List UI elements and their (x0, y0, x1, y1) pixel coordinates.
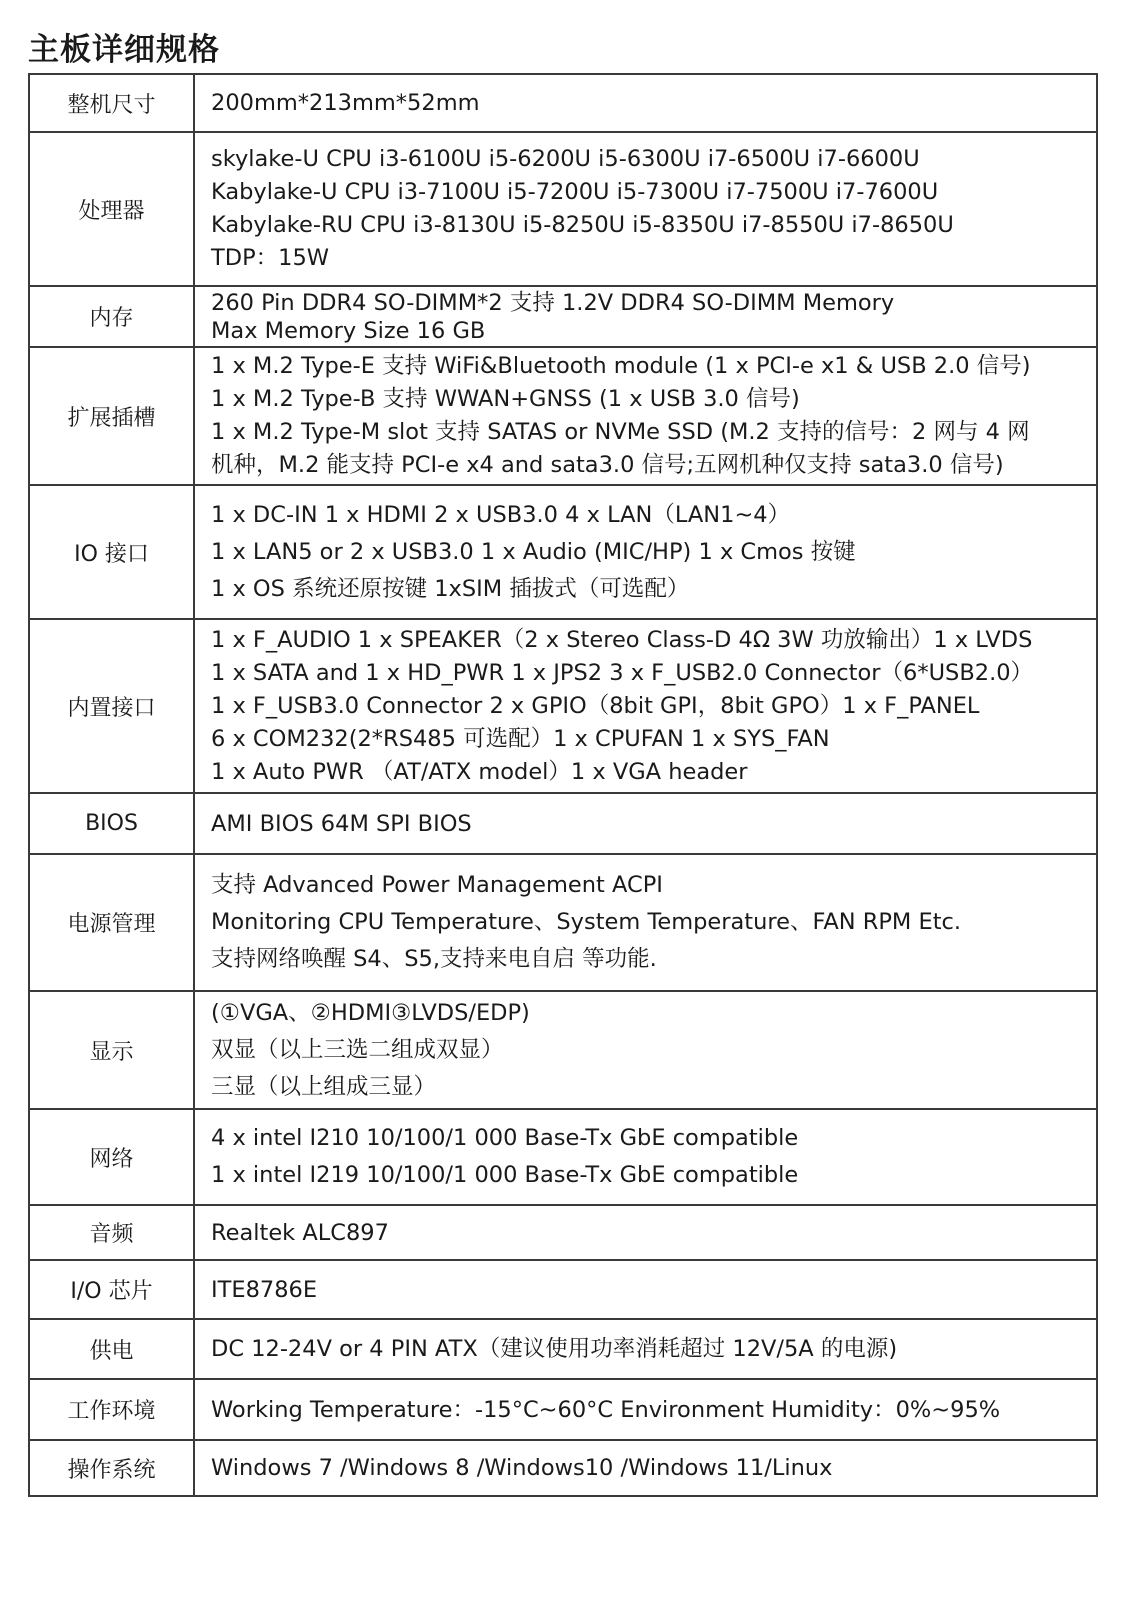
spec-value-line: Monitoring CPU Temperature、System Temperature、FAN RPM Etc. (211, 909, 962, 935)
spec-row-io-ports (29, 485, 1097, 619)
spec-value (194, 1109, 1097, 1205)
spec-value-line: 支持网络唤醒 S4、S5,支持来电自启 等功能. (211, 946, 657, 972)
spec-value-line: TDP：15W (211, 245, 330, 271)
spec-row-operating-system (29, 1440, 1097, 1496)
spec-label: I/O 芯片 (29, 1260, 194, 1319)
spec-value-line: 1 x SATA and 1 x HD_PWR 1 x JPS2 3 x F_USB2.0 Connector（6*USB2.0） (211, 659, 1034, 686)
spec-value (194, 991, 1097, 1109)
spec-value-line: 1 x LAN5 or 2 x USB3.0 1 x Audio (MIC/HP) 1 x Cmos 按键 (211, 538, 856, 565)
spec-value-line: 双显（以上三选二组成双显） (211, 1036, 504, 1063)
spec-label: 整机尺寸 (29, 74, 194, 132)
spec-label: 处理器 (29, 132, 194, 286)
spec-value-line: Realtek ALC897 (211, 1219, 389, 1246)
spec-value-line: 1 x Auto PWR （AT/ATX model）1 x VGA header (211, 758, 748, 785)
spec-value-line: 1 x M.2 Type-E 支持 WiFi&Bluetooth module (1 x PCI-e x1 & USB 2.0 信号) (211, 353, 1031, 379)
spec-value-line: 机种，M.2 能支持 PCI-e x4 and sata3.0 信号;五网机种仅支持 sata3.0 信号) (211, 452, 1004, 478)
spec-label: 扩展插槽 (29, 347, 194, 485)
spec-value-line: Kabylake-U CPU i3-7100U i5-7200U i5-7300U i7-7500U i7-7600U (211, 179, 939, 205)
spec-value-line: Kabylake-RU CPU i3-8130U i5-8250U i5-8350U i7-8550U i7-8650U (211, 212, 954, 238)
spec-row-audio (29, 1205, 1097, 1260)
spec-value-line: 1 x intel I219 10/100/1 000 Base-Tx GbE compatible (211, 1162, 799, 1188)
spec-row-working-environment (29, 1379, 1097, 1440)
spec-label: 内存 (29, 286, 194, 347)
spec-value-line: 200mm*213mm*52mm (211, 90, 480, 116)
spec-label: 音频 (29, 1205, 194, 1260)
spec-value (194, 619, 1097, 793)
spec-row-power-management (29, 854, 1097, 991)
spec-row-processor (29, 132, 1097, 286)
spec-value-line: 1 x OS 系统还原按键 1xSIM 插拔式（可选配） (211, 575, 690, 602)
spec-label: 工作环境 (29, 1379, 194, 1440)
spec-value-line: 支持 Advanced Power Management ACPI (211, 872, 663, 898)
spec-table (28, 73, 1098, 1497)
spec-value (194, 1260, 1097, 1319)
spec-value-line: 1 x M.2 Type-M slot 支持 SATAS or NVMe SSD (M.2 支持的信号：2 网与 4 网 (211, 419, 1030, 445)
spec-value-line: 1 x F_AUDIO 1 x SPEAKER（2 x Stereo Class-D 4Ω 3W 功放输出）1 x LVDS (211, 626, 1033, 653)
spec-row-memory (29, 286, 1097, 347)
spec-row-expansion-slots (29, 347, 1097, 485)
spec-value-line: (①VGA、②HDMI③LVDS/EDP) (211, 999, 530, 1026)
spec-row-io-chip (29, 1260, 1097, 1319)
spec-value-line: 1 x F_USB3.0 Connector 2 x GPIO（8bit GPI，8bit GPO）1 x F_PANEL (211, 692, 980, 719)
spec-value-line: DC 12-24V or 4 PIN ATX（建议使用功率消耗超过 12V/5A 的电源) (211, 1336, 898, 1362)
spec-value-line: Windows 7 /Windows 8 /Windows10 /Windows 11/Linux (211, 1455, 833, 1481)
spec-value (194, 793, 1097, 854)
spec-value-line: 1 x DC-IN 1 x HDMI 2 x USB3.0 4 x LAN（LAN1~4） (211, 501, 791, 528)
spec-value (194, 1319, 1097, 1379)
spec-label: 操作系统 (29, 1440, 194, 1496)
spec-value (194, 1379, 1097, 1440)
spec-label: 内置接口 (29, 619, 194, 793)
spec-label: IO 接口 (29, 485, 194, 619)
spec-value (194, 286, 1097, 347)
spec-row-internal-connectors (29, 619, 1097, 793)
spec-value-line: 三显（以上组成三显） (211, 1073, 437, 1100)
spec-label: BIOS (29, 793, 194, 854)
spec-label: 供电 (29, 1319, 194, 1379)
spec-value-line: 260 Pin DDR4 SO-DIMM*2 支持 1.2V DDR4 SO-DIMM Memory (211, 289, 895, 316)
spec-label: 网络 (29, 1109, 194, 1205)
spec-row-size (29, 74, 1097, 132)
spec-value (194, 1205, 1097, 1260)
spec-value (194, 485, 1097, 619)
spec-row-display (29, 991, 1097, 1109)
spec-value (194, 347, 1097, 485)
spec-value-line: skylake-U CPU i3-6100U i5-6200U i5-6300U i7-6500U i7-6600U (211, 146, 920, 172)
spec-row-network (29, 1109, 1097, 1205)
spec-value-line: 4 x intel I210 10/100/1 000 Base-Tx GbE compatible (211, 1125, 799, 1151)
spec-value (194, 854, 1097, 991)
spec-value-line: Working Temperature：-15°C~60°C Environment Humidity：0%~95% (211, 1396, 1001, 1423)
spec-value-line: 1 x M.2 Type-B 支持 WWAN+GNSS (1 x USB 3.0 信号) (211, 386, 800, 412)
spec-row-power-supply (29, 1319, 1097, 1379)
spec-value (194, 1440, 1097, 1496)
spec-label: 显示 (29, 991, 194, 1109)
spec-value-line: AMI BIOS 64M SPI BIOS (211, 810, 472, 837)
spec-value (194, 132, 1097, 286)
spec-row-bios (29, 793, 1097, 854)
spec-label: 电源管理 (29, 854, 194, 991)
spec-value-line: 6 x COM232(2*RS485 可选配）1 x CPUFAN 1 x SYS_FAN (211, 725, 830, 752)
page-title: 主板详细规格 (28, 32, 220, 68)
spec-value-line: ITE8786E (211, 1276, 318, 1303)
spec-value-line: Max Memory Size 16 GB (211, 317, 486, 344)
spec-value (194, 74, 1097, 132)
